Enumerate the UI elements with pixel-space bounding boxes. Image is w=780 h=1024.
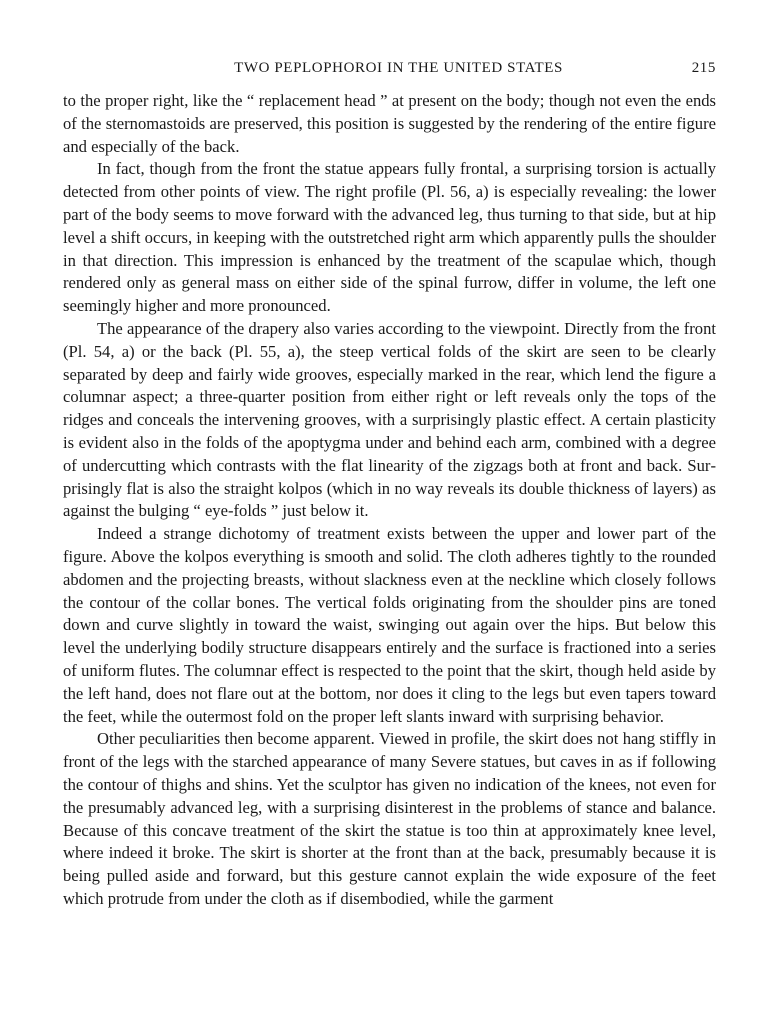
- paragraph-continued: to the proper right, like the “ replacement head ” at present on the body; though not even the ends of the sternomastoids are preserved, this position is suggested by the rendering of the entire figure and especially of the back.: [63, 91, 716, 156]
- paragraph-drapery: The appearance of the drapery also varies according to the viewpoint. Directly from the front (Pl. 54, a) or the back (Pl. 55, a), the steep vertical folds of the skirt are seen to be clearly separated by deep and fairly wide grooves, especially marked in the rear, which lend the figure a columnar aspect; a three-quarter position from either right or left reveals only the tops of the ridges and conceals the intervening grooves, with a surprisingly plastic effect. A certain plasticity is evident also in the folds of the apoptygma under and behind each arm, combined with a degree of undercutting which contrasts with the flat linearity of the zigzags both at front and back. Surprisingly flat is also the straight kolpos (which in no way reveals its double thickness of layers) as against the bulging “ eye-folds ” just below it.: [63, 318, 716, 521]
- paragraph-torsion: In fact, though from the front the statue appears fully frontal, a surprising torsion is actually detected from other points of view. The right profile (Pl. 56, a) is especially revealing: the lower part of the body seems to move forward with the advanced leg, thus turning to that side, but at hip level a shift occurs, in keeping with the outstretched right arm which apparently pulls the shoulder in that direction. This impression is enhanced by the treatment of the scapulae which, though rendered only as general mass on either side of the spinal furrow, differ in volume, the left one seemingly higher and more pronounced.: [63, 159, 716, 316]
- body-text: [63, 90, 716, 911]
- paragraph-dichotomy: Indeed a strange dichotomy of treatment exists between the upper and lower part of the figure. Above the kolpos everything is smooth and solid. The cloth adheres tightly to the rounded abdomen and the projecting breasts, without slackness even at the neckline which closely follows the contour of the collar bones. The vertical folds originating from the shoulder pins are toned down and curve slightly in toward the waist, swinging out again over the hips. But below this level the underlying bodily structure disappears entirely and the surface is fractioned into a series of uniform flutes. The columnar effect is respected to the point that the skirt, though held aside by the left hand, does not flare out at the bottom, nor does it cling to the legs but even tapers toward the feet, while the outermost fold on the proper left slants inward with surprising behavior.: [63, 524, 716, 726]
- page: [63, 54, 716, 911]
- page-number: 215: [691, 60, 716, 76]
- running-title: TWO PEPLOPHOROI IN THE UNITED STATES: [234, 60, 563, 76]
- running-head: [63, 54, 716, 82]
- paragraph-peculiarities: Other peculiarities then become apparent. Viewed in profile, the skirt does not hang stiffly in front of the legs with the starched appearance of many Severe statues, but caves in as if following the contour of thighs and shins. Yet the sculptor has given no indication of the knees, not even for the presumably advanced leg, with a surprising disinterest in the problems of stance and balance. Because of this concave treatment of the skirt the statue is too thin at approximately knee level, where indeed it broke. The skirt is shorter at the front than at the back, presumably because it is being pulled aside and forward, but this gesture cannot explain the wide exposure of the feet which protrude from under the cloth as if disembodied, while the garment: [63, 729, 716, 908]
